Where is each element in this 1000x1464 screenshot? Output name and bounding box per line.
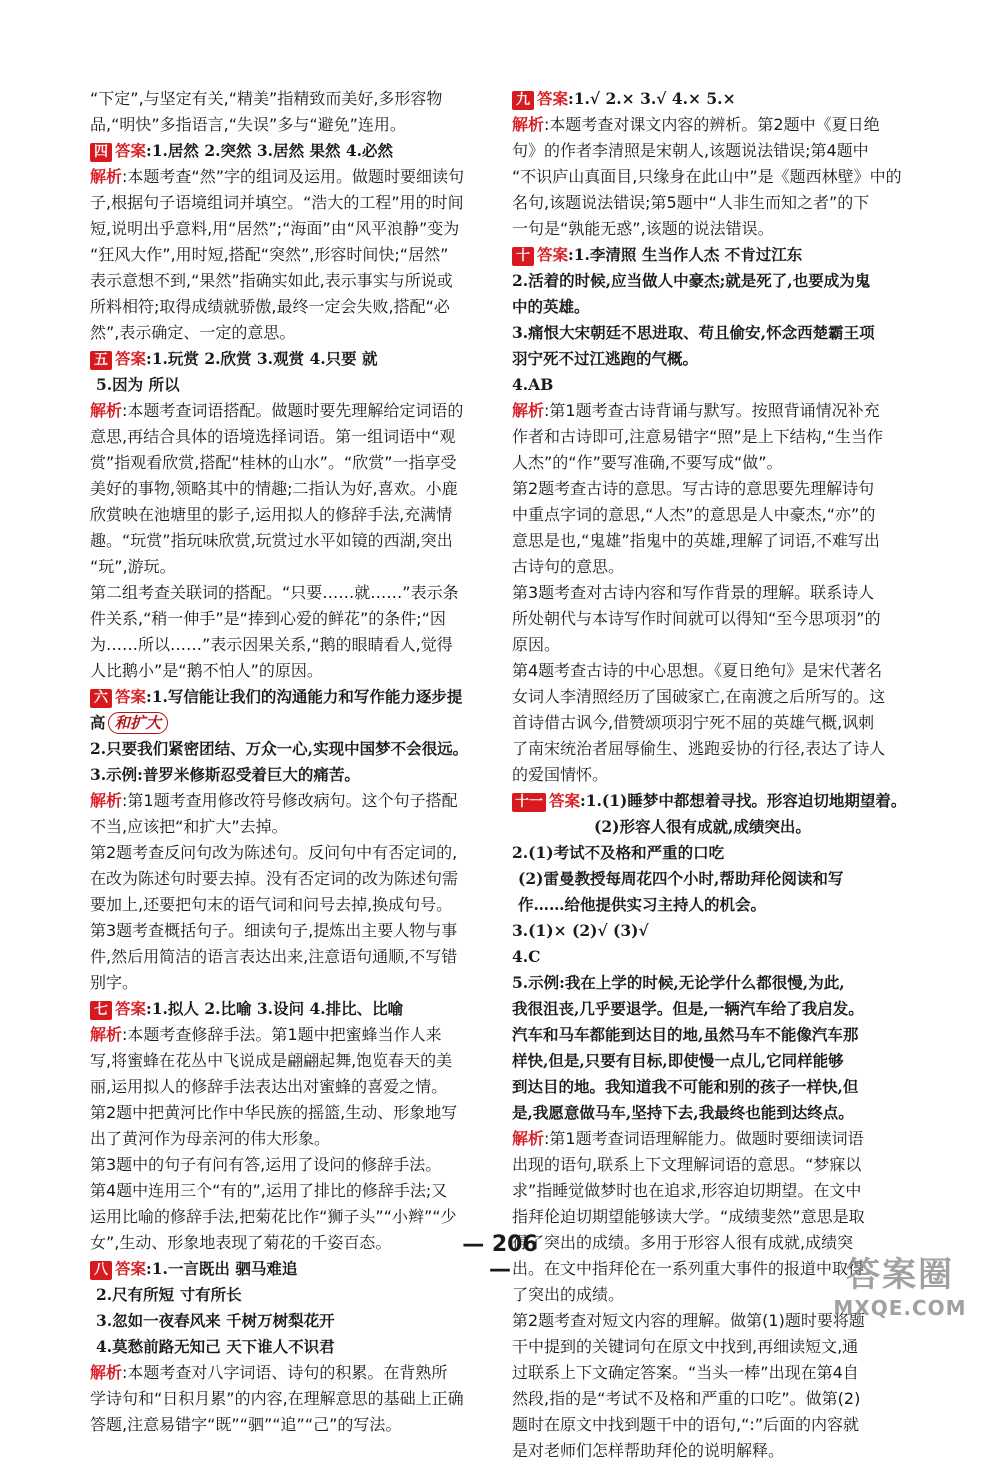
line-text: 要加上,还要把句末的语气词和问号去掉,换成句号。 <box>90 895 453 914</box>
text-line <box>512 372 920 398</box>
line-text: :本题考查对课文内容的辨析。第2题中《夏日绝 <box>544 115 880 134</box>
text-line <box>512 814 920 840</box>
line-text: :本题考查“然”字的组词及运用。做题时要细读句 <box>122 167 464 186</box>
text-line <box>90 892 495 918</box>
text-line <box>512 918 920 944</box>
text-line <box>512 1178 920 1204</box>
text-line <box>512 346 920 372</box>
text-line <box>512 320 920 346</box>
line-text: 子,根据句子语境组词并填空。“浩大的工程”用的时间 <box>90 193 464 212</box>
text-line <box>90 1048 495 1074</box>
line-text: :本题考查修辞手法。第1题中把蜜蜂当作人来 <box>122 1025 442 1044</box>
text-line <box>512 762 920 788</box>
line-text: 趣。“玩赏”指玩味欣赏,玩赏过水平如镜的西湖,突出 <box>90 531 453 550</box>
line-text: 5.因为 所以 <box>96 375 180 394</box>
text-line <box>512 190 920 216</box>
text-line <box>90 1178 495 1204</box>
line-text: 女”,生动、形象地表现了菊花的千姿百态。 <box>90 1233 392 1252</box>
text-line <box>90 1204 495 1230</box>
line-text: (2)雷曼教授每周花四个小时,帮助拜伦阅读和写 <box>518 869 844 888</box>
text-line <box>90 190 495 216</box>
text-line <box>90 320 495 346</box>
text-line <box>512 554 920 580</box>
line-text: :1.拟人 2.比喻 3.设问 4.排比、比喻 <box>146 999 404 1018</box>
line-text: 4.AB <box>512 375 554 394</box>
line-text: 原因。 <box>512 635 561 654</box>
text-line <box>90 372 495 398</box>
text-line <box>90 1308 495 1334</box>
text-line <box>512 996 920 1022</box>
line-text: 短,说明出乎意料,用“居然”;“海面”由“风平浪静”变为 <box>90 219 460 238</box>
text-line <box>512 1386 920 1412</box>
line-text: 5.示例:我在上学的时候,无论学什么都很慢,为此, <box>512 973 845 992</box>
text-line <box>90 476 495 502</box>
text-line <box>90 1074 495 1100</box>
line-text: 第4题考查古诗的中心思想。《夏日绝句》是宋代著名 <box>512 661 883 680</box>
line-text: 件,然后用简洁的语言表达出来,注意语句通顺,不写错 <box>90 947 458 966</box>
text-line <box>512 1100 920 1126</box>
text-line <box>90 216 495 242</box>
watermark-url-text: MXQE.COM <box>833 1296 967 1320</box>
line-text: 所处朝代与本诗写作时间就可以得知“至今思项羽”的 <box>512 609 881 628</box>
line-text: 作……给他提供实习主持人的机会。 <box>518 895 767 914</box>
text-line <box>512 1412 920 1438</box>
line-text: 欣赏映在池塘里的影子,运用拟人的修辞手法,充满情 <box>90 505 453 524</box>
section-number-badge: 八 <box>90 1261 112 1280</box>
line-text: 学诗句和“日积月累”的内容,在理解意思的基础上正确 <box>90 1389 464 1408</box>
text-line <box>512 632 920 658</box>
text-line <box>90 606 495 632</box>
line-text: 高 <box>90 713 106 732</box>
line-text: 运用比喻的修辞手法,把菊花比作“狮子头”“小辫”“少 <box>90 1207 457 1226</box>
text-line <box>90 1412 495 1438</box>
text-line <box>512 1360 920 1386</box>
line-text: 别字。 <box>90 973 139 992</box>
text-line <box>512 424 920 450</box>
line-text: 第2题考查古诗的意思。写古诗的意思要先理解诗句 <box>512 479 875 498</box>
line-text: 是,我愿意做马车,坚持下去,我最终也能到达终点。 <box>512 1103 854 1122</box>
answer-label: 答案 <box>115 349 147 368</box>
line-text: 出。在文中指拜伦在一系列重大事件的报道中取得 <box>512 1259 865 1278</box>
text-line <box>90 1126 495 1152</box>
text-line <box>90 580 495 606</box>
line-text: 了突出的成绩。 <box>512 1285 625 1304</box>
text-line <box>90 710 495 736</box>
text-line <box>512 658 920 684</box>
text-line <box>90 944 495 970</box>
left-column <box>90 86 495 1438</box>
text-line <box>512 1230 920 1256</box>
line-text: 一句是“孰能无惑”,该题的说法错误。 <box>512 219 774 238</box>
text-line <box>90 1282 495 1308</box>
text-line <box>90 788 495 814</box>
line-text: :1.√ 2.× 3.√ 4.× 5.× <box>568 89 736 108</box>
text-line <box>90 1230 495 1256</box>
text-line <box>90 762 495 788</box>
line-text: 4.C <box>512 947 541 966</box>
line-text: 得了突出的成绩。多用于形容人很有成就,成绩突 <box>512 1233 854 1252</box>
line-text: “下定”,与坚定有关,“精美”指精致而美好,多形容物 <box>90 89 443 108</box>
text-line <box>90 1386 495 1412</box>
analysis-label: 解析 <box>90 1363 123 1382</box>
line-text: 丽,运用拟人的修辞手法表达出对蜜蜂的喜爱之情。 <box>90 1077 448 1096</box>
line-text: 的爱国情怀。 <box>512 765 609 784</box>
line-text: 第4题中连用三个“有的”,运用了排比的修辞手法;又 <box>90 1181 448 1200</box>
line-text: 第3题考查概括句子。细读句子,提炼出主要人物与事 <box>90 921 458 940</box>
text-line <box>512 892 920 918</box>
watermark-logo <box>820 1254 980 1344</box>
line-text: 求”指睡觉做梦时也在追求,形容迫切期望。在文中 <box>512 1181 862 1200</box>
line-text: “狂风大作”,用时短,搭配“突然”,形容时间快;“居然” <box>90 245 449 264</box>
text-line <box>90 424 495 450</box>
line-text: 然”,表示确定、一定的意思。 <box>90 323 296 342</box>
line-text: 指拜伦迫切期望能够读大学。“成绩斐然”意思是取 <box>512 1207 865 1226</box>
text-line <box>90 528 495 554</box>
text-line <box>90 840 495 866</box>
text-line <box>512 268 920 294</box>
text-line <box>512 1204 920 1230</box>
text-line <box>90 996 495 1022</box>
line-text: 第2题考查反问句改为陈述句。反问句中有否定词的, <box>90 843 458 862</box>
line-text: 过联系上下文确定答案。“当头一棒”出现在第4自 <box>512 1363 859 1382</box>
line-text: 2.尺有所短 寸有所长 <box>96 1285 242 1304</box>
line-text: 美好的事物,领略其中的情趣;二指认为好,喜欢。小鹿 <box>90 479 458 498</box>
text-line <box>90 632 495 658</box>
line-text: :1.李清照 生当作人杰 不肯过江东 <box>568 245 803 264</box>
line-text: 不当,应该把“和扩大”去掉。 <box>90 817 288 836</box>
line-text: 所料相符;取得成绩就骄傲,最终一定会失败,搭配“必 <box>90 297 450 316</box>
line-text: 句》的作者李清照是宋朝人,该题说法错误;第4题中 <box>512 141 869 160</box>
line-text: 答题,注意易错字“既”“驷”“追”“己”的写法。 <box>90 1415 402 1434</box>
line-text: 名句,该题说法错误;第5题中“人非生而知之者”的下 <box>512 193 870 212</box>
section-number-badge: 九 <box>512 91 534 110</box>
section-number-badge: 十一 <box>512 793 546 812</box>
line-text: 样快,但是,只要有目标,即使慢一点儿,它同样能够 <box>512 1051 844 1070</box>
text-line <box>512 788 920 814</box>
line-text: 意思,再结合具体的语境选择词语。第一组词语中“观 <box>90 427 456 446</box>
line-text: :第1题考查用修改符号修改病句。这个句子搭配 <box>122 791 458 810</box>
line-text: (2)形容人很有成就,成绩突出。 <box>594 817 811 836</box>
text-line <box>90 346 495 372</box>
answer-label: 答案 <box>537 89 569 108</box>
handwritten-correction: 和扩大 <box>108 712 169 734</box>
text-line <box>512 1438 920 1464</box>
line-text: 为……所以……”表示因果关系,“鹅的眼睛看人,觉得 <box>90 635 453 654</box>
answer-label: 答案 <box>115 1259 147 1278</box>
line-text: 出现的语句,联系上下文理解词语的意思。“梦寐以 <box>512 1155 862 1174</box>
text-line <box>90 502 495 528</box>
line-text: 人杰”的“作”要写准确,不要写成“做”。 <box>512 453 783 472</box>
line-text: 2.活着的时候,应当做人中豪杰;就是死了,也要成为鬼 <box>512 271 871 290</box>
text-line <box>90 658 495 684</box>
line-text: 中的英雄。 <box>512 297 590 316</box>
line-text: 题时在原文中找到题干中的语句,“:”后面的内容就 <box>512 1415 860 1434</box>
page-number: — 206 — <box>462 1232 538 1282</box>
text-line <box>512 866 920 892</box>
line-text: 到达目的地。我知道我不可能和别的孩子一样快,但 <box>512 1077 859 1096</box>
line-text: 汽车和马车都能到达目的地,虽然马车不能像汽车那 <box>512 1025 859 1044</box>
text-line <box>512 450 920 476</box>
text-line <box>90 970 495 996</box>
text-line <box>90 450 495 476</box>
watermark-main-text: 答案圈 <box>846 1255 954 1295</box>
analysis-label: 解析 <box>90 167 123 186</box>
line-text: 是对老师们怎样帮助拜伦的说明解释。 <box>512 1441 785 1460</box>
text-line <box>512 242 920 268</box>
section-number-badge: 七 <box>90 1001 112 1020</box>
text-line <box>90 1334 495 1360</box>
text-line <box>512 216 920 242</box>
line-text: :1.玩赏 2.欣赏 3.观赏 4.只要 就 <box>146 349 378 368</box>
text-line <box>90 294 495 320</box>
section-number-badge: 四 <box>90 143 112 162</box>
analysis-label: 解析 <box>512 115 545 134</box>
text-line <box>512 138 920 164</box>
line-text: :1.居然 2.突然 3.居然 果然 4.必然 <box>146 141 394 160</box>
line-text: 干中提到的关键词句在原文中找到,再细读短文,通 <box>512 1337 859 1356</box>
text-line <box>90 684 495 710</box>
text-line <box>90 814 495 840</box>
line-text: 4.莫愁前路无知己 天下谁人不识君 <box>96 1337 335 1356</box>
text-line <box>512 736 920 762</box>
analysis-label: 解析 <box>512 401 545 420</box>
line-text: 3.(1)× (2)√ (3)√ <box>512 921 649 940</box>
text-line <box>512 476 920 502</box>
line-text: 出了黄河作为母亲河的伟大形象。 <box>90 1129 331 1148</box>
line-text: 羽宁死不过江逃跑的气概。 <box>512 349 699 368</box>
line-text: 首诗借古讽今,借赞颂项羽宁死不屈的英雄气概,讽刺 <box>512 713 875 732</box>
line-text: 作者和古诗即可,注意易错字“照”是上下结构,“生当作 <box>512 427 884 446</box>
text-line <box>512 528 920 554</box>
line-text: 意思是也,“鬼雄”指鬼中的英雄,理解了词语,不难写出 <box>512 531 880 550</box>
line-text: 3.痛恨大宋朝廷不思进取、苟且偷安,怀念西楚霸王项 <box>512 323 875 342</box>
line-text: :1.写信能让我们的沟通能力和写作能力逐步提 <box>146 687 463 706</box>
analysis-label: 解析 <box>90 1025 123 1044</box>
line-text: 第3题考查对古诗内容和写作背景的理解。联系诗人 <box>512 583 875 602</box>
line-text: 在改为陈述句时要去掉。没有否定词的改为陈述句需 <box>90 869 459 888</box>
text-line <box>512 684 920 710</box>
text-line <box>90 86 495 112</box>
line-text: :本题考查词语搭配。做题时要先理解给定词语的 <box>122 401 464 420</box>
text-line <box>512 86 920 112</box>
text-line <box>512 294 920 320</box>
text-line <box>90 268 495 294</box>
line-text: 赏”指观看欣赏,搭配“桂林的山水”。“欣赏”一指享受 <box>90 453 457 472</box>
text-line <box>90 1152 495 1178</box>
line-text: 古诗句的意思。 <box>512 557 625 576</box>
line-text: :1.一言既出 驷马难追 <box>146 1259 298 1278</box>
text-line <box>90 112 495 138</box>
text-line <box>90 138 495 164</box>
text-line <box>90 736 495 762</box>
text-line <box>512 502 920 528</box>
text-line <box>90 1022 495 1048</box>
line-text: 写,将蜜蜂在花丛中飞说成是翩翩起舞,饱览春天的美 <box>90 1051 453 1070</box>
line-text: 3.示例:普罗米修斯忍受着巨大的痛苦。 <box>90 765 360 784</box>
text-line <box>90 1100 495 1126</box>
text-line <box>90 164 495 190</box>
answer-label: 答案 <box>115 141 147 160</box>
text-line <box>512 1074 920 1100</box>
line-text: :第1题考查古诗背诵与默写。按照背诵情况补充 <box>544 401 880 420</box>
text-line <box>90 398 495 424</box>
line-text: :1.(1)睡梦中都想着寻找。形容迫切地期望着。 <box>580 791 907 810</box>
line-text: :本题考查对八字词语、诗句的积累。在背熟所 <box>122 1363 448 1382</box>
line-text: 女词人李清照经历了国破家亡,在南渡之后所写的。这 <box>512 687 886 706</box>
text-line <box>512 1048 920 1074</box>
line-text: 2.只要我们紧密团结、万众一心,实现中国梦不会很远。 <box>90 739 469 758</box>
line-text: 表示意想不到,“果然”指确实如此,表示事实与所说或 <box>90 271 453 290</box>
line-text: 我很沮丧,几乎要退学。但是,一辆汽车给了我启发。 <box>512 999 864 1018</box>
answer-label: 答案 <box>537 245 569 264</box>
line-text: “玩”,游玩。 <box>90 557 176 576</box>
answer-label: 答案 <box>115 999 147 1018</box>
line-text: 第3题中的句子有问有答,运用了设问的修辞手法。 <box>90 1155 442 1174</box>
line-text: “不识庐山真面目,只缘身在此山中”是《题西林壁》中的 <box>512 167 902 186</box>
text-line <box>512 1152 920 1178</box>
analysis-label: 解析 <box>90 791 123 810</box>
section-number-badge: 五 <box>90 351 112 370</box>
line-text: 第二组考查关联词的搭配。“只要……就……”表示条 <box>90 583 459 602</box>
text-line <box>512 710 920 736</box>
line-text: 然段,指的是“考试不及格和严重的口吃”。做第(2) <box>512 1389 861 1408</box>
section-number-badge: 十 <box>512 247 534 266</box>
text-line <box>512 944 920 970</box>
answer-label: 答案 <box>549 791 581 810</box>
line-text: 第2题中把黄河比作中华民族的摇篮,生动、形象地写 <box>90 1103 458 1122</box>
text-line <box>90 918 495 944</box>
answer-label: 答案 <box>115 687 147 706</box>
text-line <box>90 1360 495 1386</box>
text-line <box>90 866 495 892</box>
text-line <box>512 1126 920 1152</box>
line-text: :第1题考查词语理解能力。做题时要细读词语 <box>544 1129 864 1148</box>
text-line <box>90 554 495 580</box>
line-text: 了南宋统治者屈辱偷生、逃跑妥协的行径,表达了诗人 <box>512 739 886 758</box>
text-line <box>90 242 495 268</box>
text-line <box>512 1022 920 1048</box>
line-text: 人比鹅小”是“鹅不怕人”的原因。 <box>90 661 323 680</box>
text-line <box>512 164 920 190</box>
line-text: 品,“明快”多指语言,“失误”多与“避免”连用。 <box>90 115 406 134</box>
analysis-label: 解析 <box>90 401 123 420</box>
section-number-badge: 六 <box>90 689 112 708</box>
text-line <box>512 840 920 866</box>
text-line <box>90 1256 495 1282</box>
text-line <box>512 398 920 424</box>
line-text: 2.(1)考试不及格和严重的口吃 <box>512 843 725 862</box>
text-line <box>512 970 920 996</box>
line-text: 3.忽如一夜春风来 千树万树梨花开 <box>96 1311 335 1330</box>
line-text: 中重点字词的意思,“人杰”的意思是人中豪杰,“亦”的 <box>512 505 876 524</box>
line-text: 第2题考查对短文内容的理解。做第(1)题时要将题 <box>512 1311 865 1330</box>
text-line <box>512 580 920 606</box>
line-text: 件关系,“稍一伸手”是“捧到心爱的鲜花”的条件;“因 <box>90 609 446 628</box>
text-line <box>512 112 920 138</box>
analysis-label: 解析 <box>512 1129 545 1148</box>
text-line <box>512 606 920 632</box>
